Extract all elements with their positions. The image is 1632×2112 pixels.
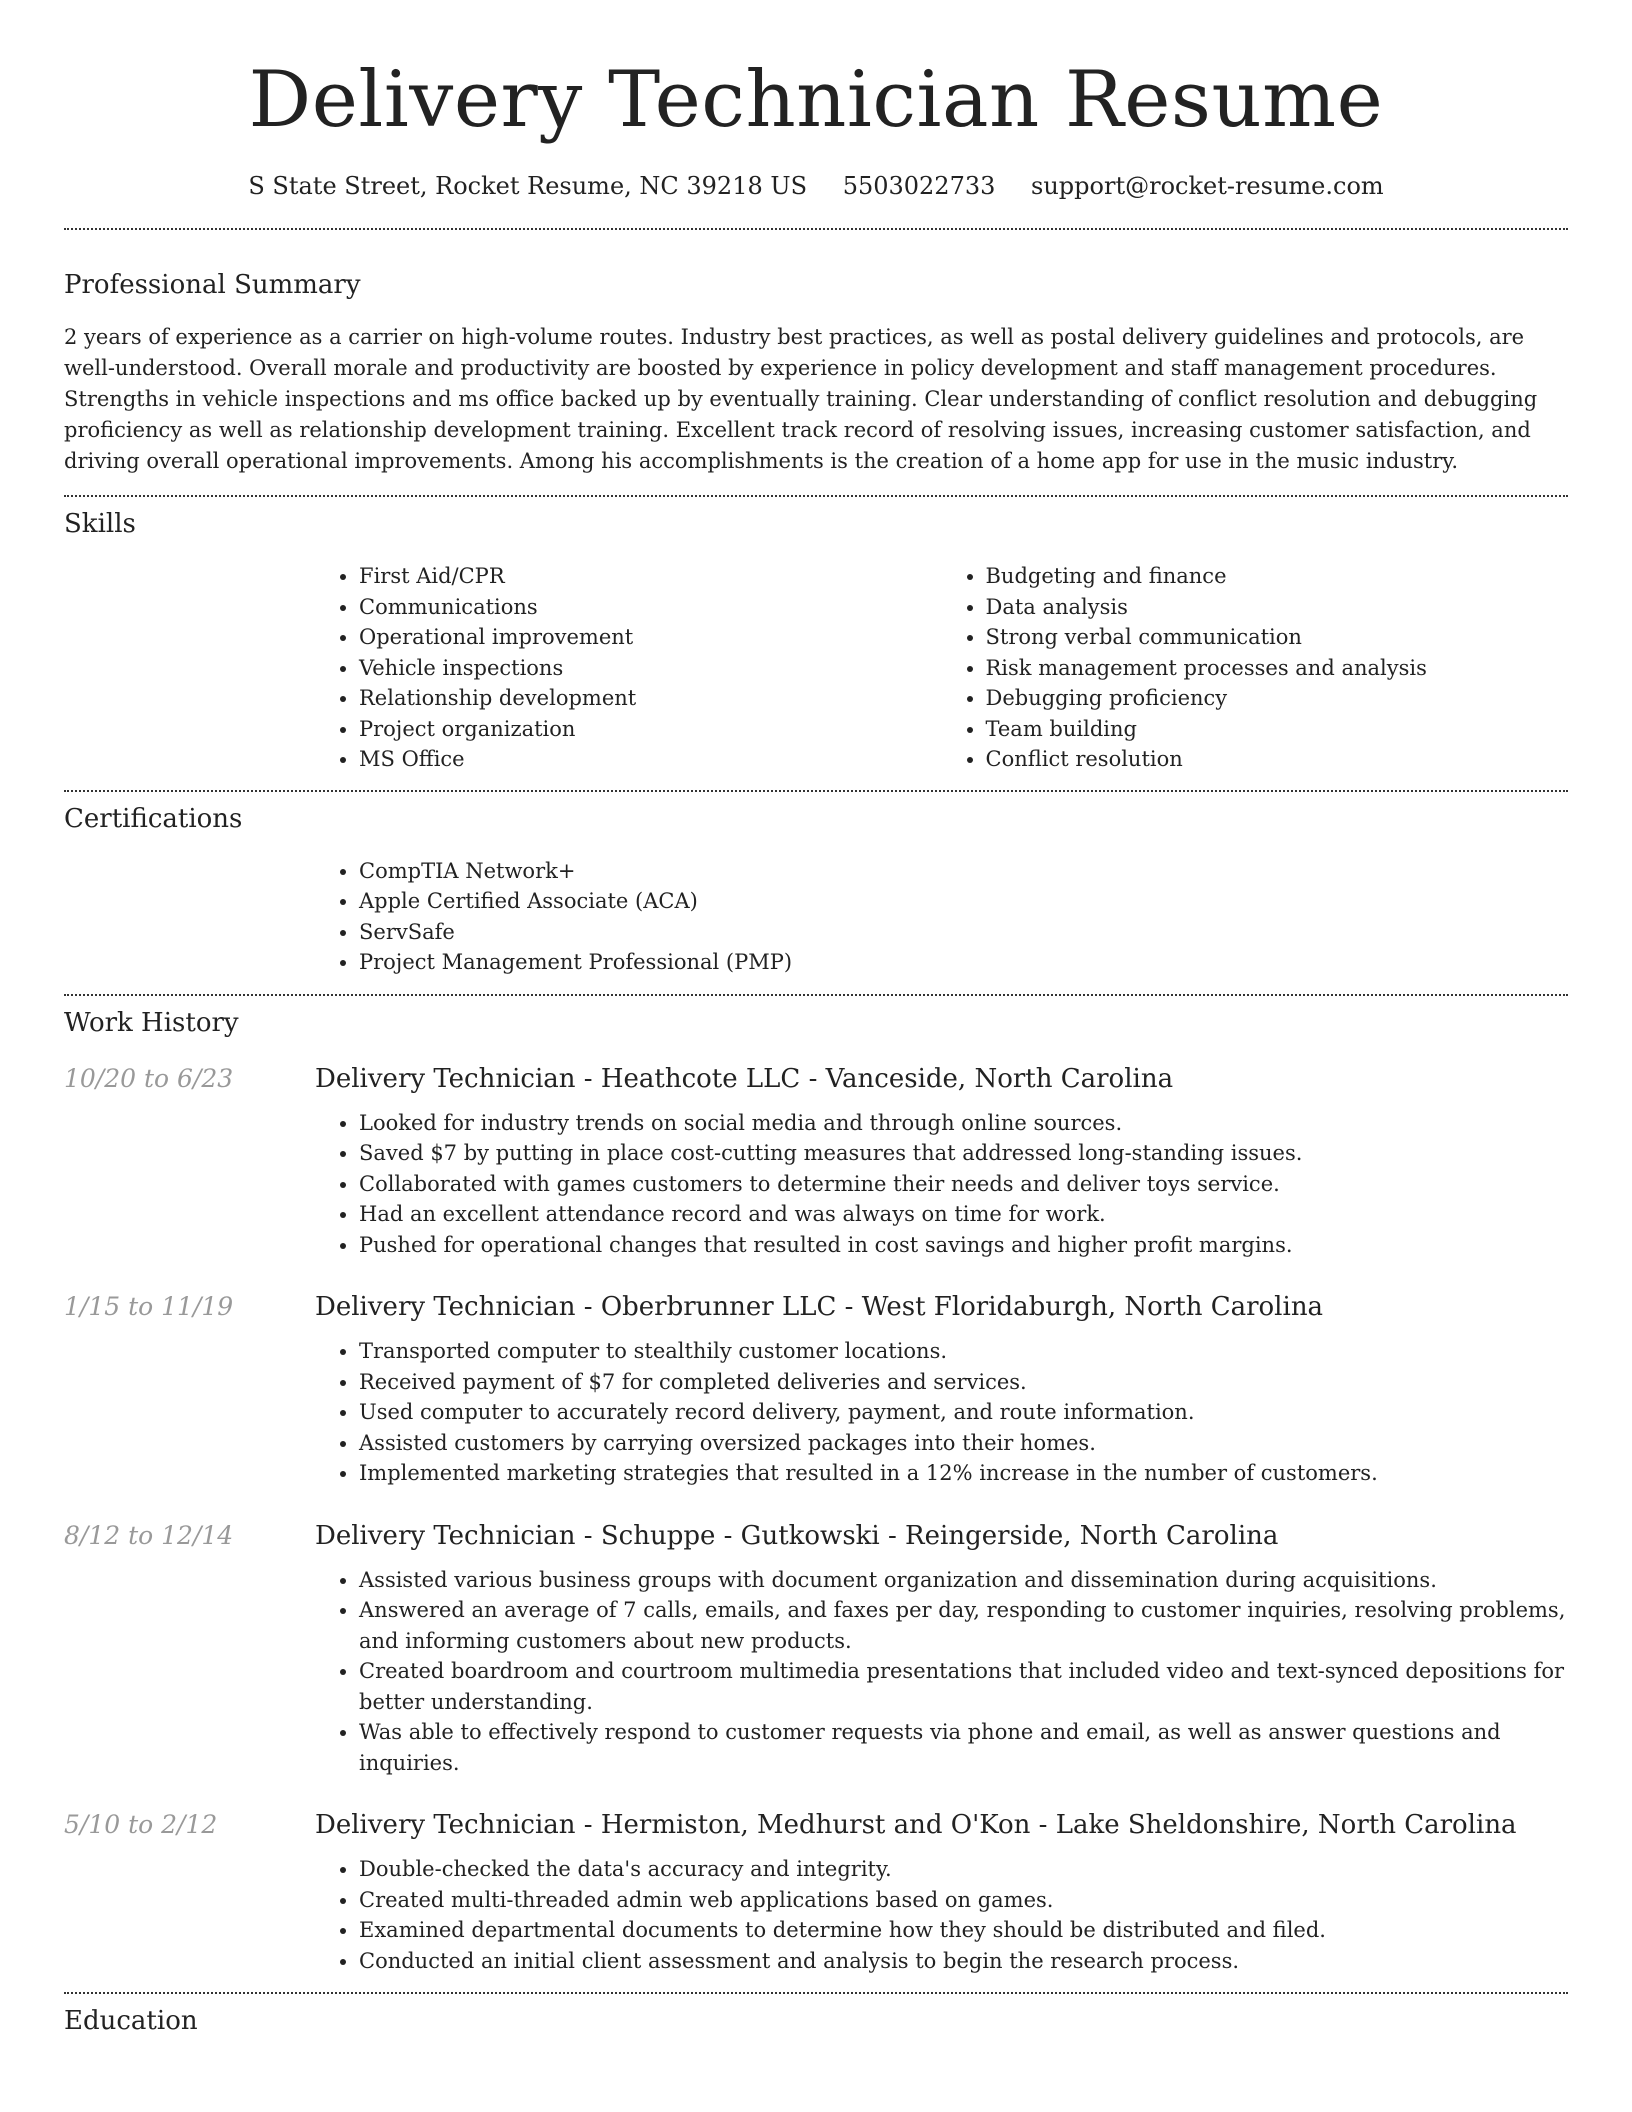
job-title: Delivery Technician - Hermiston, Medhurst and O'Kon - Lake Sheldonshire, North Carolina xyxy=(315,1810,1517,1840)
list-item: • Assisted various business groups with document organization and dissemination during acquisitions. xyxy=(359,1565,1568,1596)
list-item: • Transported computer to stealthily customer locations. xyxy=(359,1336,1568,1367)
resume-page xyxy=(64,0,1568,2038)
skills-column-left xyxy=(315,561,942,775)
job-header xyxy=(64,1062,1568,1096)
divider xyxy=(64,994,1568,996)
summary-heading: Professional Summary xyxy=(64,270,361,300)
divider xyxy=(64,1992,1568,1994)
list-item: • Was able to effectively respond to customer requests via phone and email, as well as answer questions and inquiries. xyxy=(359,1717,1568,1778)
job-entry xyxy=(64,1519,1568,1779)
list-item: • ServSafe xyxy=(359,917,1568,948)
divider xyxy=(64,495,1568,497)
list-item: • Conflict resolution xyxy=(986,744,1569,775)
list-item: • Risk management processes and analysis xyxy=(986,653,1569,684)
list-item: • CompTIA Network+ xyxy=(359,856,1568,887)
list-item: • Data analysis xyxy=(986,592,1569,623)
list-item: • Vehicle inspections xyxy=(359,653,942,684)
job-header xyxy=(64,1290,1568,1324)
list-item: • Implemented marketing strategies that resulted in a 12% increase in the number of customers. xyxy=(359,1458,1568,1489)
divider xyxy=(64,790,1568,792)
job-dates: 5/10 to 2/12 xyxy=(64,1810,218,1839)
job-title: Delivery Technician - Schuppe - Gutkowski - Reingerside, North Carolina xyxy=(315,1520,1279,1551)
list-item: • Saved $7 by putting in place cost-cutting measures that addressed long-standing issues. xyxy=(359,1138,1568,1169)
job-header xyxy=(64,1519,1568,1553)
contact-phone: 5503022733 xyxy=(842,172,996,200)
contact-address: S State Street, Rocket Resume, NC 39218 US xyxy=(248,172,808,200)
job-dates: 8/12 to 12/14 xyxy=(64,1520,234,1550)
job-bullets xyxy=(315,1565,1568,1779)
job-bullets xyxy=(315,1108,1568,1261)
list-item: • Had an excellent attendance record and was always on time for work. xyxy=(359,1199,1568,1230)
list-item: • Team building xyxy=(986,714,1569,745)
list-item: • Used computer to accurately record delivery, payment, and route information. xyxy=(359,1397,1568,1428)
list-item: • Budgeting and finance xyxy=(986,561,1569,592)
list-item: • Double-checked the data's accuracy and integrity. xyxy=(359,1854,1568,1885)
list-item: • Assisted customers by carrying oversized packages into their homes. xyxy=(359,1428,1568,1459)
skills-heading: Skills xyxy=(64,509,136,539)
list-item: • Created boardroom and courtroom multimedia presentations that included video and text-synced depositions for better understanding. xyxy=(359,1656,1568,1717)
contact-line xyxy=(64,170,1568,202)
list-item: • Pushed for operational changes that resulted in cost savings and higher profit margins. xyxy=(359,1230,1568,1261)
list-item: • MS Office xyxy=(359,744,942,775)
job-title: Delivery Technician - Heathcote LLC - Vanceside, North Carolina xyxy=(315,1063,1174,1094)
certifications-list xyxy=(315,856,1568,978)
job-bullets xyxy=(315,1336,1568,1489)
resume-title: Delivery Technician Resume xyxy=(248,55,1384,145)
list-item: • Created multi-threaded admin web applications based on games. xyxy=(359,1885,1568,1916)
divider xyxy=(64,228,1568,230)
summary-text: 2 years of experience as a carrier on high-volume routes. Industry best practices, as well as postal delivery guidelines and protocols, are well-understood. Overall morale and productivity are boosted by experience in policy development and staff management procedures. Strengths in vehicle inspections and ms office backed up by eventually training. Clear understanding of conflict resolution and debugging proficiency as well as relationship development training. Excellent track record of resolving issues, increasing customer satisfaction, and driving overall operational improvements. Among his accomplishments is the creation of a home app for use in the music industry. xyxy=(64,325,1538,473)
job-entry xyxy=(64,1808,1568,1976)
list-item: • Answered an average of 7 calls, emails, and faxes per day, responding to customer inquiries, resolving problems, and informing customers about new products. xyxy=(359,1595,1568,1656)
list-item: • Received payment of $7 for completed deliveries and services. xyxy=(359,1367,1568,1398)
contact-email: support@rocket-resume.com xyxy=(1031,172,1384,200)
list-item: • Apple Certified Associate (ACA) xyxy=(359,886,1568,917)
skills-list xyxy=(315,561,1568,775)
job-bullets xyxy=(315,1854,1568,1976)
education-heading: Education xyxy=(64,2006,198,2036)
skills-column-right xyxy=(942,561,1569,775)
work-heading: Work History xyxy=(64,1007,239,1038)
list-item: • Relationship development xyxy=(359,683,942,714)
job-dates: 10/20 to 6/23 xyxy=(64,1063,234,1093)
job-title: Delivery Technician - Oberbrunner LLC - West Floridaburgh, North Carolina xyxy=(315,1292,1324,1322)
list-item: • Looked for industry trends on social media and through online sources. xyxy=(359,1108,1568,1139)
list-item: • Conducted an initial client assessment and analysis to begin the research process. xyxy=(359,1946,1568,1977)
job-dates: 1/15 to 11/19 xyxy=(64,1292,234,1321)
list-item: • Project Management Professional (PMP) xyxy=(359,947,1568,978)
list-item: • Strong verbal communication xyxy=(986,622,1569,653)
list-item: • Examined departmental documents to determine how they should be distributed and filed. xyxy=(359,1915,1568,1946)
job-entry xyxy=(64,1062,1568,1261)
certifications-heading: Certifications xyxy=(64,803,243,834)
job-entry xyxy=(64,1290,1568,1489)
job-header xyxy=(64,1808,1568,1842)
list-item: • Project organization xyxy=(359,714,942,745)
list-item: • Communications xyxy=(359,592,942,623)
list-item: • Operational improvement xyxy=(359,622,942,653)
list-item: • Collaborated with games customers to determine their needs and deliver toys service. xyxy=(359,1169,1568,1200)
list-item: • First Aid/CPR xyxy=(359,561,942,592)
list-item: • Debugging proficiency xyxy=(986,683,1569,714)
